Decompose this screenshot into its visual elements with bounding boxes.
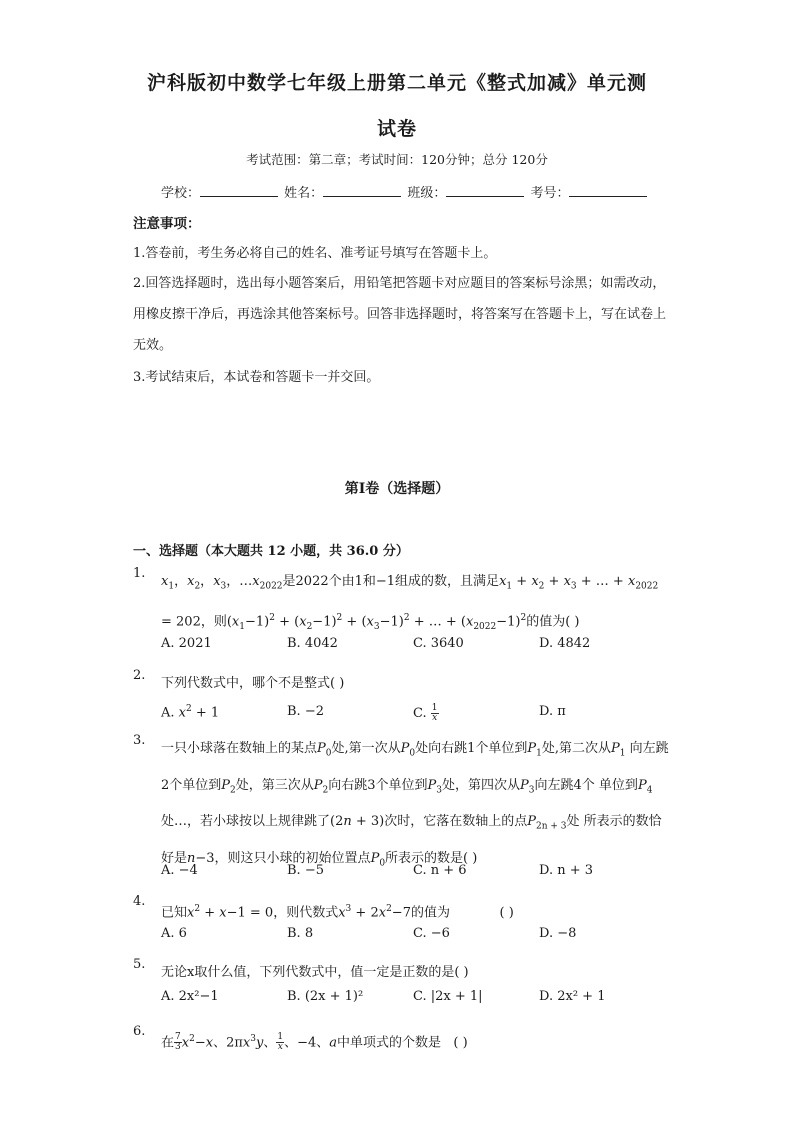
question-number: 3. (133, 733, 146, 748)
question-number: 4. (133, 894, 146, 909)
notice-item-2: 2.回答选择题时，选出每小题答案后，用铅笔把答题卡对应题目的答案标号涂黑；如需改动，用橡皮擦干净后，再选涂其他答案标号。回答非选择题时，将答案写在答题卡上，写在试卷上无效。 (133, 276, 667, 353)
notice-item-1: 1.答卷前，考生务必将自己的姓名、准考证号填写在答题卡上。 (133, 246, 497, 261)
option-a[interactable]: A. 2x²−1 (161, 989, 219, 1004)
option-d[interactable]: D. 2x² + 1 (539, 989, 606, 1004)
option-c[interactable]: C. n + 6 (413, 863, 467, 878)
question-text: 无论x取什么值，下列代数式中，值一定是正数的是( ) (161, 965, 469, 980)
option-b[interactable]: B. −5 (287, 863, 324, 878)
option-d[interactable]: D. π (539, 704, 566, 719)
question-number: 2. (133, 668, 146, 683)
option-b[interactable]: B. 8 (287, 926, 314, 941)
option-b[interactable]: B. 4042 (287, 636, 338, 651)
option-c[interactable]: C. −6 (413, 926, 450, 941)
school-blank (200, 184, 278, 197)
class-blank (446, 184, 524, 197)
question-text: 下列代数式中，哪个不是整式( ) (161, 676, 345, 691)
section-title: 第Ⅰ卷（选择题） (344, 481, 450, 497)
question-text: 已知$x^2 + x-1 = 0$，则代数式$x^3 + 2x^2-7$的值为 ( ) (161, 904, 514, 921)
question-number: 6. (133, 1024, 146, 1039)
number-blank (569, 184, 647, 197)
option-d[interactable]: D. 4842 (539, 636, 591, 651)
question-text: 一只小球落在数轴上的某点$P_0$处,第一次从$P_0$处向右跳1个单位到$P_1$处,第二次从$P_1$ 向左跳2个单位到$P_2$处，第三次从$P_2$向右跳3个单位到$P_3$处，第四次从$P_3$向左跳4个 单位到$P_4$处…，若小球按以上规律跳了(2n + 3)次时，它落在数轴上的点$P_{2n + 3}$处 所表示的数恰好是n−3，则这只小球的初始位置点$P_0$所表示的数是( ) (161, 741, 669, 869)
question-3 (133, 733, 673, 883)
class-label: 班级： (407, 186, 447, 201)
school-label: 学校： (161, 186, 201, 201)
option-a[interactable]: A. 2021 (161, 636, 212, 651)
question-text: 在 $\frac{7}{3}$ $x^2-x$、$2\pi x^3y$、 $\frac{1}{x}$ 、−4、a中单项式的个数是 ( ) (161, 1032, 468, 1053)
question-text: $x_1$，$x_2$，$x_3$，$\dots x_{2022}$是2022个由1和−1组成的数，且满足$x_1 + x_2 + x_3$ + … + $x_{2022}$ = 202，则$(x_1-1)^2 + (x_2-1)^2 + (x_3-1)^2$ + … + $(x_{2022}-1)^2$的值为( ) (161, 574, 659, 632)
option-a[interactable]: A. −4 (161, 863, 198, 878)
question-number: 5. (133, 957, 146, 972)
question-6 (133, 1024, 673, 1054)
option-c[interactable]: C. 3640 (413, 636, 464, 651)
option-c[interactable]: C. |2x + 1| (413, 989, 483, 1004)
exam-info: 考试范围：第二章；考试时间：120分钟；总分 120分 (246, 152, 548, 167)
name-blank (323, 184, 401, 197)
question-5 (133, 957, 673, 1013)
option-d[interactable]: D. n + 3 (539, 863, 594, 878)
exam-title-line1: 沪科版初中数学七年级上册第二单元《整式加减》单元测 (146, 72, 647, 94)
notice-item-3: 3.考试结束后，本试卷和答题卡一并交回。 (133, 370, 380, 385)
question-1 (133, 566, 673, 666)
exam-title-line2: 试卷 (376, 118, 417, 140)
part-heading: 一、选择题（本大题共 12 小题，共 36.0 分） (133, 544, 409, 559)
option-b[interactable]: B. (2x + 1)² (287, 989, 364, 1004)
question-number: 1. (133, 566, 146, 581)
notice-heading: 注意事项： (133, 216, 201, 232)
name-label: 姓名： (284, 186, 324, 201)
option-b[interactable]: B. −2 (287, 704, 324, 719)
option-a[interactable]: A. 6 (161, 926, 187, 941)
number-label: 考号： (530, 186, 570, 201)
question-4 (133, 894, 673, 950)
question-2 (133, 668, 673, 728)
student-fields (161, 182, 649, 201)
option-a[interactable]: A. $x^2 + 1$ (161, 704, 220, 721)
option-d[interactable]: D. −8 (539, 926, 577, 941)
option-c[interactable]: C. $\frac{1}{x}$ (413, 703, 438, 723)
